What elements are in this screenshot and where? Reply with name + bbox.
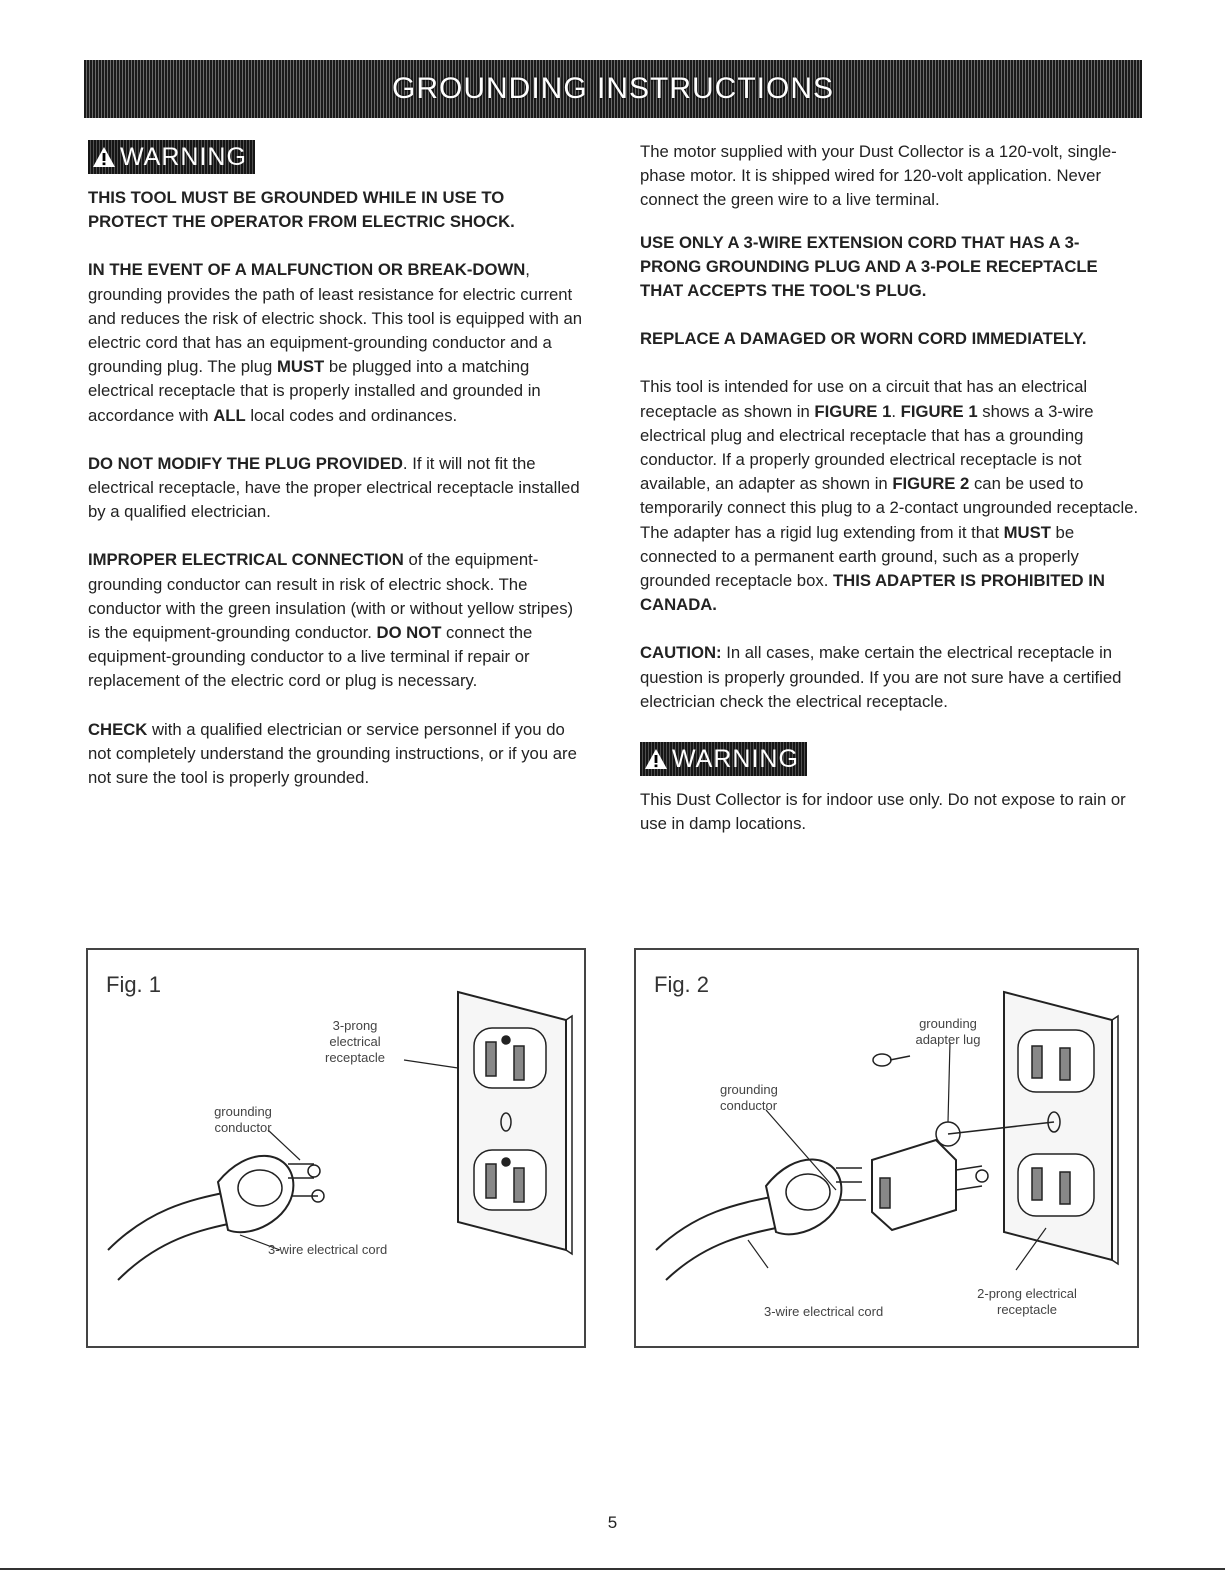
left-column [88, 140, 588, 814]
grounded-warning-text: THIS TOOL MUST BE GROUNDED WHILE IN USE TO PROTECT THE OPERATOR FROM ELECTRIC SHOCK. [88, 188, 515, 232]
motor-paragraph: The motor supplied with your Dust Collector is a 120-volt, single-phase motor. It is shipped wired for 120-volt application. Never connect the green wire to a live terminal. [640, 142, 1117, 210]
warning-badge [88, 140, 255, 174]
caution-paragraph: CAUTION: In all cases, make certain the electrical receptacle in question is properly grounded. If you are not sure have a certified electrician check the electrical receptacle. [640, 643, 1122, 711]
bottom-rule [0, 1568, 1225, 1570]
figure-1 [86, 948, 586, 1348]
warning-label: WARNING [672, 744, 799, 773]
title-bar [84, 60, 1142, 118]
page-title: GROUNDING INSTRUCTIONS [392, 72, 834, 105]
warning-triangle-icon [644, 747, 668, 771]
grounding-conductor-label: grounding conductor [214, 1104, 272, 1135]
grounding-conductor-label: grounding conductor [720, 1082, 778, 1113]
receptacle-label: 3-prong electrical receptacle [325, 1018, 385, 1065]
right-column [640, 140, 1140, 860]
adapter-lug-label: grounding adapter lug [915, 1016, 981, 1047]
figure-1-illustration [88, 950, 584, 1346]
figure-2 [634, 948, 1139, 1348]
figure-2-title: Fig. 2 [654, 972, 710, 997]
figure-1-title: Fig. 1 [106, 972, 162, 997]
cord-label: 3-wire electrical cord [268, 1242, 388, 1257]
replace-cord-text: REPLACE A DAMAGED OR WORN CORD IMMEDIATELY. [640, 329, 1087, 349]
warning-label: WARNING [120, 142, 247, 171]
circuit-paragraph: This tool is intended for use on a circuit that has an electrical receptacle as shown in FIGURE 1. FIGURE 1 shows a 3-wire electrical plug and electrical receptacle that has a grounding conductor. If a properly grounded electrical receptacle is not available, an adapter as shown in FIGURE 2 can be used to temporarily connect this plug to a 2-contact ungrounded receptacle. The adapter has a rigid lug extending from it that MUST be connected to a permanent earth ground, such as a properly grounded receptacle box. THIS ADAPTER IS PROHIBITED IN CANADA. [640, 377, 1139, 615]
improper-connection-paragraph: IMPROPER ELECTRICAL CONNECTION of the equipment-grounding conductor can result in risk of electric shock. The conductor with the green insulation (with or without yellow stripes) is the equipment-grounding conductor. DO NOT connect the equipment-grounding conductor to a live terminal if repair or replacement of the electric cord or plug is necessary. [88, 550, 574, 691]
check-paragraph: CHECK with a qualified electrician or service personnel if you do not completely understand the grounding instructions, or if you are not sure the tool is properly grounded. [88, 719, 577, 788]
extension-cord-text: USE ONLY A 3-WIRE EXTENSION CORD THAT HAS A 3-PRONG GROUNDING PLUG AND A 3-POLE RECEPTACLE THAT ACCEPTS THE TOOL'S PLUG. [640, 232, 1098, 301]
warning-badge-2 [640, 742, 807, 776]
modify-plug-paragraph: DO NOT MODIFY THE PLUG PROVIDED. If it will not fit the electrical receptacle, have the proper electrical receptacle installed by a qualified electrician. [88, 453, 580, 522]
cord-label: 3-wire electrical cord [764, 1304, 884, 1319]
page-number: 5 [607, 1513, 618, 1532]
warning-triangle-icon [92, 145, 116, 169]
malfunction-paragraph: IN THE EVENT OF A MALFUNCTION OR BREAK-DOWN, grounding provides the path of least resistance for electric current and reduces the risk of electric shock. This tool is equipped with an electric cord that has an equipment-grounding conductor and a grounding plug. The plug MUST be plugged into a matching electrical receptacle that is properly installed and grounded in accordance with ALL local codes and ordinances. [88, 260, 583, 425]
receptacle-label: 2-prong electrical receptacle [977, 1286, 1077, 1317]
indoor-use-paragraph: This Dust Collector is for indoor use only. Do not expose to rain or use in damp locations. [640, 790, 1126, 834]
